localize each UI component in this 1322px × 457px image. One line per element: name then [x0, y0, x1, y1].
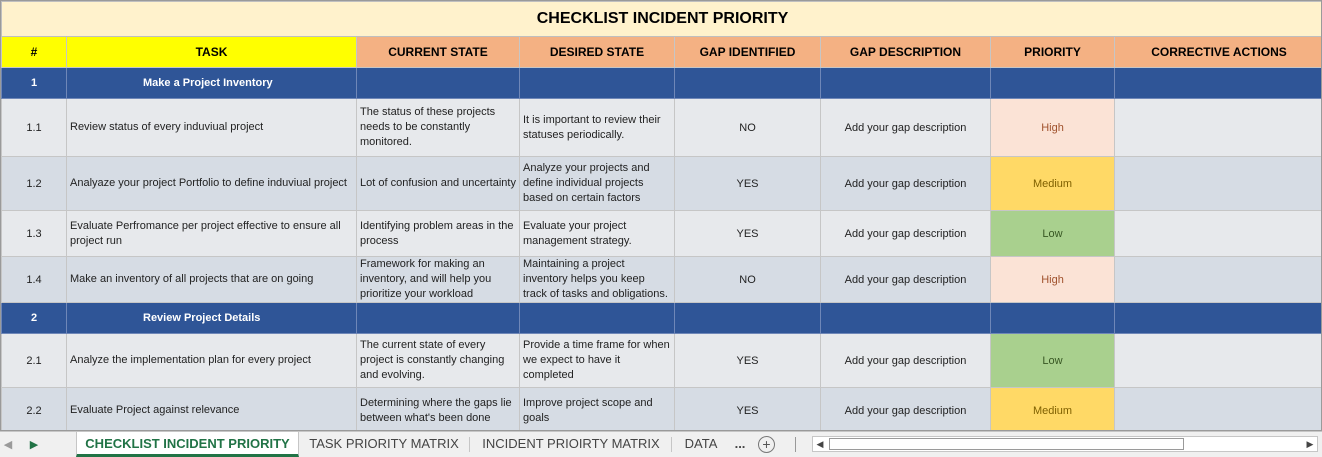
current-state-cell[interactable]: The status of these projects needs to be constantly monitored. [357, 99, 520, 157]
corrective-actions-cell[interactable] [1115, 157, 1322, 211]
sheet-title[interactable]: CHECKLIST INCIDENT PRIORITY [2, 2, 1322, 37]
sheet-tab-bar [0, 431, 1322, 457]
header-number[interactable]: # [2, 37, 67, 68]
section-row [2, 303, 1322, 334]
row-number[interactable]: 2.2 [2, 388, 67, 432]
tab-checklist-incident-priority[interactable]: CHECKLIST INCIDENT PRIORITY [76, 432, 299, 457]
priority-cell[interactable]: Low [991, 334, 1115, 388]
scroll-tabs-right-icon[interactable]: ▶ [29, 439, 39, 451]
corrective-actions-cell[interactable] [1115, 334, 1322, 388]
gap-identified-cell[interactable]: YES [675, 211, 821, 257]
table-row [2, 257, 1322, 303]
section-title[interactable]: Review Project Details [67, 303, 357, 334]
section-title[interactable]: Make a Project Inventory [67, 68, 357, 99]
header-task[interactable]: TASK [67, 37, 357, 68]
gap-identified-cell[interactable]: NO [675, 257, 821, 303]
section-cell[interactable] [991, 68, 1115, 99]
task-cell[interactable]: Evaluate Project against relevance [67, 388, 357, 432]
splitter-handle-icon[interactable] [795, 437, 796, 452]
section-cell[interactable] [1115, 303, 1322, 334]
section-cell[interactable] [991, 303, 1115, 334]
priority-cell[interactable]: High [991, 257, 1115, 303]
desired-state-cell[interactable]: Analyze your projects and define individual projects based on certain factors [520, 157, 675, 211]
row-number[interactable]: 1.1 [2, 99, 67, 157]
scroll-right-icon[interactable]: ▶ [1306, 439, 1314, 449]
scroll-tabs-left-icon[interactable]: ◀ [3, 439, 13, 451]
tab-divider [469, 437, 470, 452]
table-row [2, 99, 1322, 157]
desired-state-cell[interactable]: Improve project scope and goals [520, 388, 675, 432]
section-cell[interactable] [357, 303, 520, 334]
gap-identified-cell[interactable]: YES [675, 388, 821, 432]
section-cell[interactable] [821, 303, 991, 334]
section-cell[interactable] [675, 68, 821, 99]
gap-description-cell[interactable]: Add your gap description [821, 334, 991, 388]
priority-cell[interactable]: Low [991, 211, 1115, 257]
gap-description-cell[interactable]: Add your gap description [821, 388, 991, 432]
task-cell[interactable]: Review status of every induviual project [67, 99, 357, 157]
header-priority[interactable]: PRIORITY [991, 37, 1115, 68]
row-number[interactable]: 1.4 [2, 257, 67, 303]
more-tabs-button[interactable]: ... [734, 436, 746, 451]
task-cell[interactable]: Make an inventory of all projects that are on going [67, 257, 357, 303]
desired-state-cell[interactable]: It is important to review their statuses periodically. [520, 99, 675, 157]
corrective-actions-cell[interactable] [1115, 257, 1322, 303]
corrective-actions-cell[interactable] [1115, 211, 1322, 257]
table-row [2, 334, 1322, 388]
header-desired-state[interactable]: DESIRED STATE [520, 37, 675, 68]
current-state-cell[interactable]: Lot of confusion and uncertainty [357, 157, 520, 211]
corrective-actions-cell[interactable] [1115, 388, 1322, 432]
gap-description-cell[interactable]: Add your gap description [821, 157, 991, 211]
section-cell[interactable] [1115, 68, 1322, 99]
row-number[interactable]: 1.2 [2, 157, 67, 211]
tab-data[interactable]: DATA [684, 436, 718, 451]
gap-identified-cell[interactable]: YES [675, 334, 821, 388]
add-sheet-icon[interactable]: + [758, 436, 775, 453]
current-state-cell[interactable]: Identifying problem areas in the process [357, 211, 520, 257]
section-number[interactable]: 2 [2, 303, 67, 334]
header-gap-description[interactable]: GAP DESCRIPTION [821, 37, 991, 68]
current-state-cell[interactable]: Framework for making an inventory, and will help you prioritize your workload [357, 257, 520, 303]
section-cell[interactable] [520, 68, 675, 99]
header-current-state[interactable]: CURRENT STATE [357, 37, 520, 68]
tab-task-priority-matrix[interactable]: TASK PRIORITY MATRIX [309, 436, 459, 451]
table-row [2, 211, 1322, 257]
gap-description-cell[interactable]: Add your gap description [821, 257, 991, 303]
priority-cell[interactable]: High [991, 99, 1115, 157]
horizontal-scrollbar[interactable] [812, 436, 1318, 452]
section-cell[interactable] [357, 68, 520, 99]
table-row [2, 157, 1322, 211]
checklist-table [1, 1, 1322, 431]
gap-identified-cell[interactable]: NO [675, 99, 821, 157]
tab-divider [671, 437, 672, 452]
row-number[interactable]: 1.3 [2, 211, 67, 257]
priority-cell[interactable]: Medium [991, 157, 1115, 211]
header-corrective-actions[interactable]: CORRECTIVE ACTIONS [1115, 37, 1322, 68]
current-state-cell[interactable]: Determining where the gaps lie between what's been done [357, 388, 520, 432]
section-cell[interactable] [675, 303, 821, 334]
task-cell[interactable]: Evaluate Perfromance per project effective to ensure all project run [67, 211, 357, 257]
scroll-left-icon[interactable]: ◀ [816, 439, 824, 449]
section-row [2, 68, 1322, 99]
section-cell[interactable] [520, 303, 675, 334]
section-number[interactable]: 1 [2, 68, 67, 99]
gap-description-cell[interactable]: Add your gap description [821, 99, 991, 157]
section-cell[interactable] [821, 68, 991, 99]
table-row [2, 388, 1322, 432]
task-cell[interactable]: Analyaze your project Portfolio to define induviual project [67, 157, 357, 211]
scrollbar-thumb[interactable] [829, 438, 1184, 450]
row-number[interactable]: 2.1 [2, 334, 67, 388]
header-gap-identified[interactable]: GAP IDENTIFIED [675, 37, 821, 68]
desired-state-cell[interactable]: Provide a time frame for when we expect to have it completed [520, 334, 675, 388]
task-cell[interactable]: Analyze the implementation plan for every project [67, 334, 357, 388]
desired-state-cell[interactable]: Evaluate your project management strategy. [520, 211, 675, 257]
gap-identified-cell[interactable]: YES [675, 157, 821, 211]
gap-description-cell[interactable]: Add your gap description [821, 211, 991, 257]
priority-cell[interactable]: Medium [991, 388, 1115, 432]
corrective-actions-cell[interactable] [1115, 99, 1322, 157]
current-state-cell[interactable]: The current state of every project is constantly changing and evolving. [357, 334, 520, 388]
desired-state-cell[interactable]: Maintaining a project inventory helps you keep track of tasks and obligations. [520, 257, 675, 303]
tab-incident-priority-matrix[interactable]: INCIDENT PRIOIRTY MATRIX [482, 436, 660, 451]
